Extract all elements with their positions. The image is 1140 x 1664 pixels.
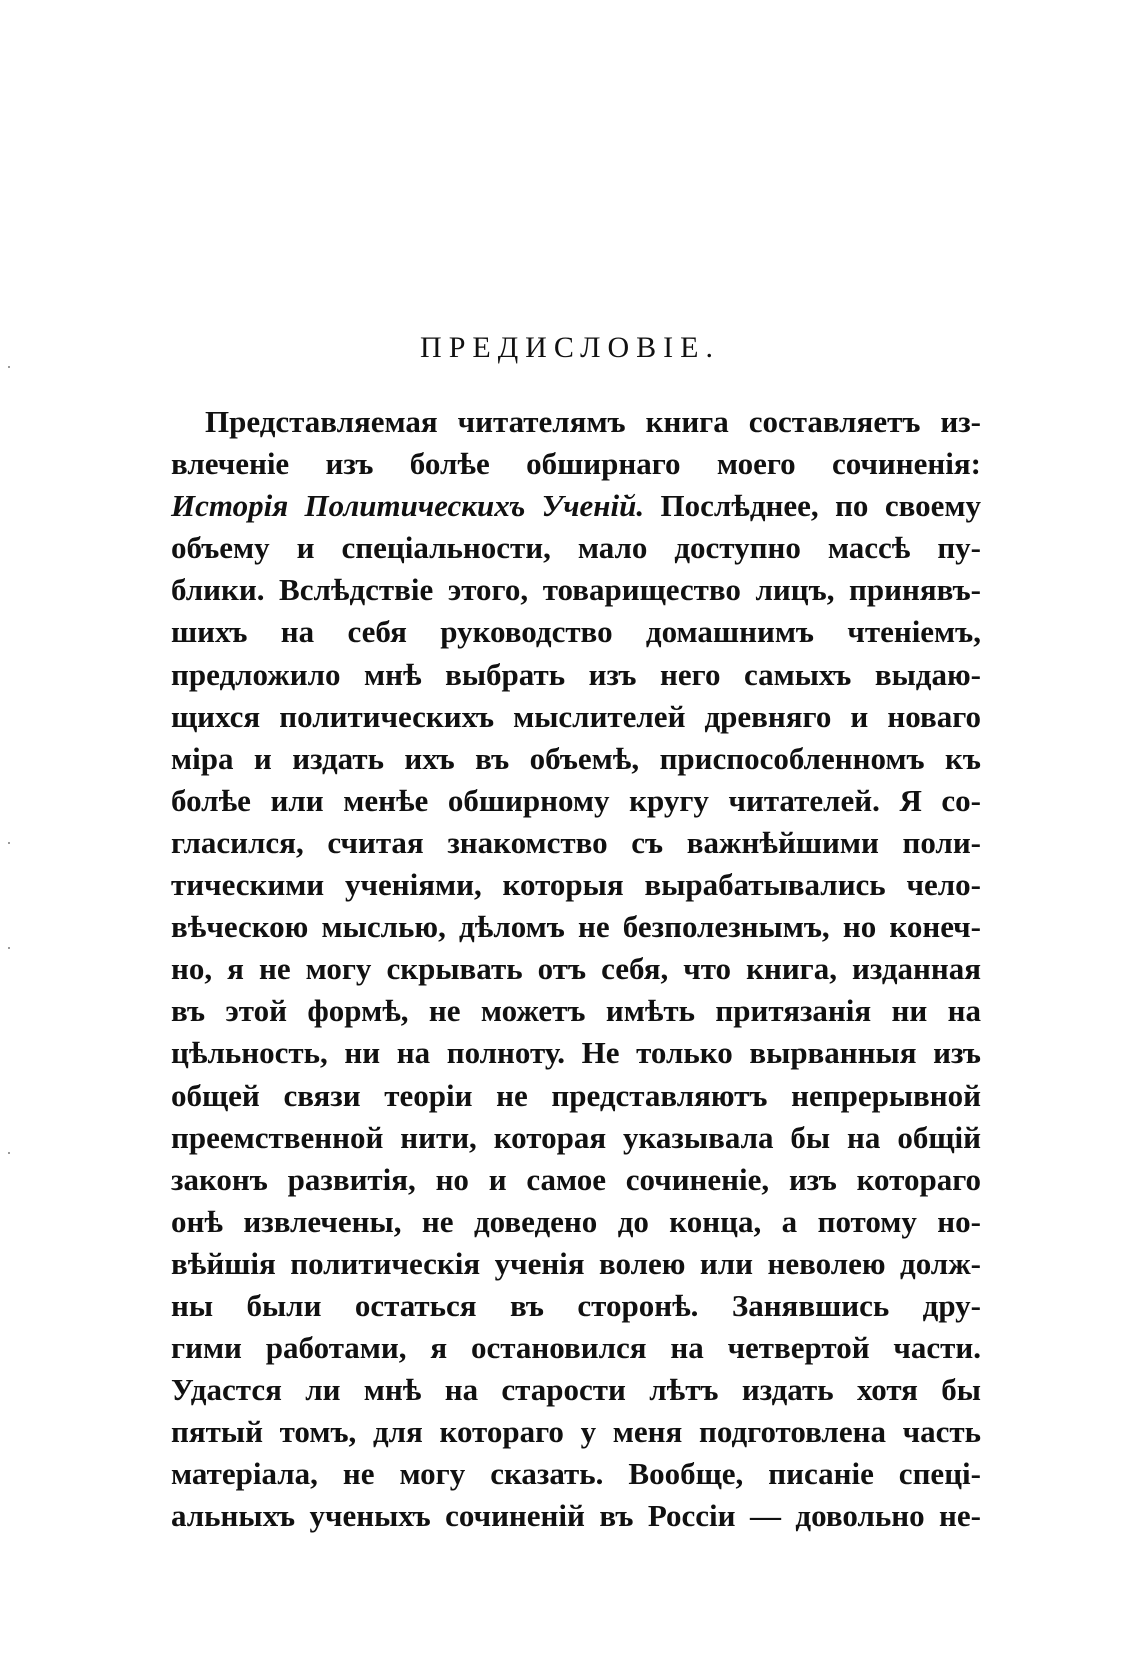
text-line: шихъ на себя руководство домашнимъ чтеніемъ,	[171, 614, 981, 650]
margin-speck	[8, 947, 10, 949]
text-line: блики. Вслѣдствіе этого, товарищество лицъ, принявъ-	[171, 572, 981, 608]
text-line: міра и издать ихъ въ объемѣ, приспособленномъ къ	[171, 740, 981, 776]
margin-speck	[8, 1152, 10, 1154]
text-line: ны были остаться въ сторонѣ. Занявшись дру-	[171, 1287, 981, 1323]
text-line: законъ развитія, но и самое сочиненіе, изъ котораго	[171, 1161, 981, 1197]
text-line: преемственной нити, которая указывала бы на общій	[171, 1119, 981, 1155]
text-line: Представляемая читателямъ книга составляетъ из-	[205, 404, 981, 439]
text-line: объему и спеціальности, мало доступно массѣ пу-	[171, 530, 981, 566]
book-title-italic: Исторія Политическихъ Ученій.	[171, 488, 645, 524]
text-line: Удастся ли мнѣ на старости лѣтъ издать хотя бы	[171, 1372, 981, 1408]
text-line: гими работами, я остановился на четвертой части.	[171, 1330, 981, 1366]
text-line: гласился, считая знакомство съ важнѣйшими поли-	[171, 824, 981, 860]
preface-body	[171, 401, 981, 1538]
text-line: альныхъ ученыхъ сочиненій въ Россіи — довольно не-	[171, 1498, 981, 1534]
text-line: вѣческою мыслью, дѣломъ не безполезнымъ, но конеч-	[171, 909, 981, 945]
text-line: цѣльность, ни на полноту. Не только вырванныя изъ	[171, 1035, 981, 1071]
text-line: но, я не могу скрывать отъ себя, что книга, изданная	[171, 951, 981, 987]
text-line-mixed	[171, 485, 981, 527]
text-line: тическими ученіями, которыя вырабатывались чело-	[171, 867, 981, 903]
text-line: въ этой формѣ, не можетъ имѣть притязанія ни на	[171, 993, 981, 1029]
text-line: общей связи теоріи не представляютъ непрерывной	[171, 1077, 981, 1113]
text-line: пятый томъ, для котораго у меня подготовлена часть	[171, 1414, 981, 1450]
text-line: матеріала, не могу сказать. Вообще, писаніе спеці-	[171, 1456, 981, 1492]
text-line: болѣе или менѣе обширному кругу читателей. Я со-	[171, 782, 981, 818]
text-line: вѣйшія политическія ученія волею или неволею долж-	[171, 1245, 981, 1281]
page-title: ПРЕДИСЛОВІЕ.	[420, 331, 720, 364]
text-line: предложило мнѣ выбрать изъ него самыхъ выдаю-	[171, 656, 981, 692]
text-line: онѣ извлечены, не доведено до конца, а потому но-	[171, 1203, 981, 1239]
text-line-rest: Послѣднее, по своему	[644, 488, 981, 524]
text-line: влеченіе изъ болѣе обширнаго моего сочиненія:	[171, 446, 981, 482]
margin-speck	[8, 842, 10, 844]
text-line: щихся политическихъ мыслителей древняго и новаго	[171, 698, 981, 734]
